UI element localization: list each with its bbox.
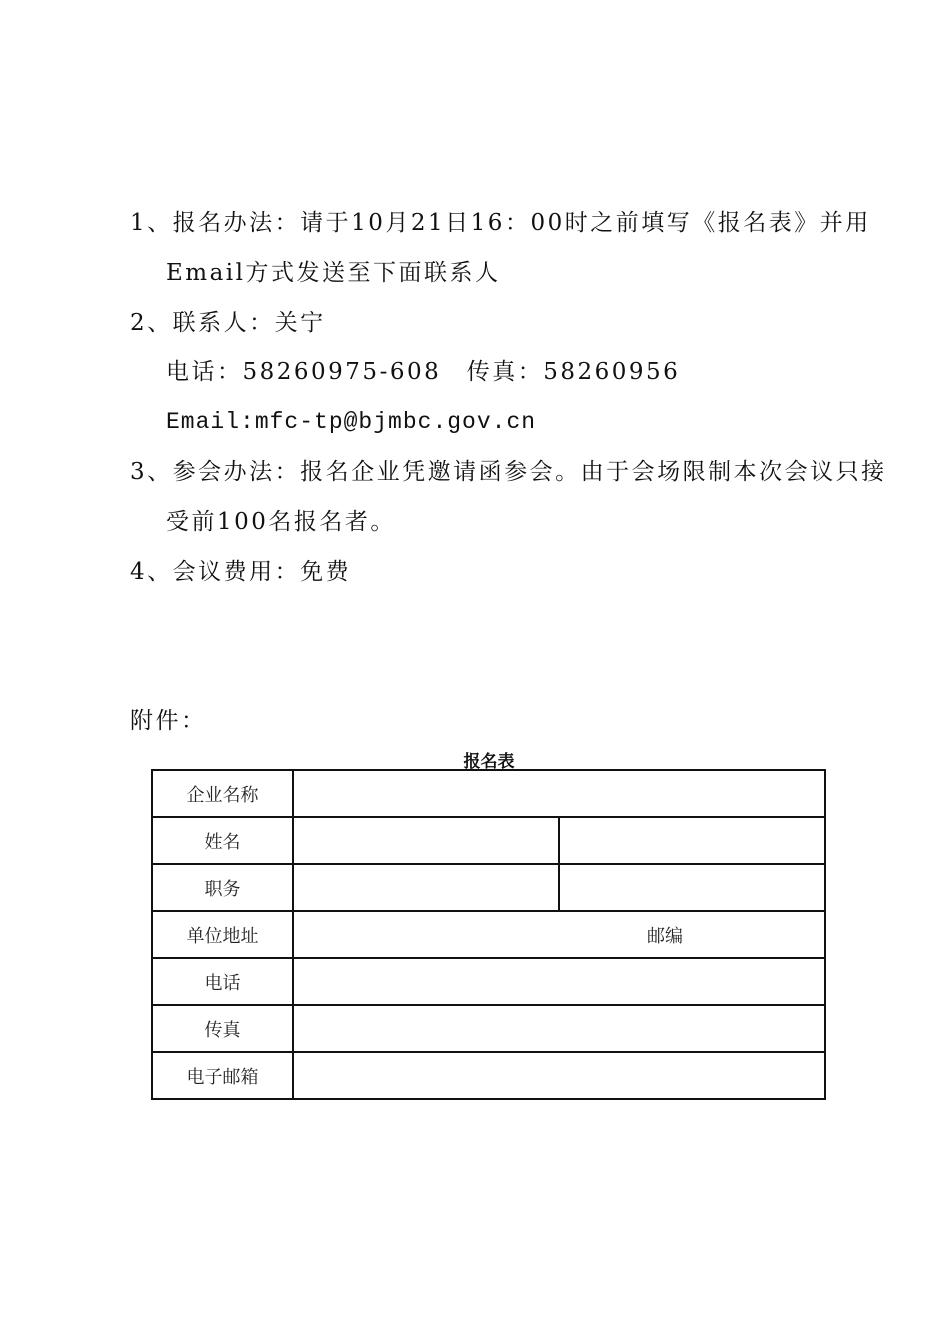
item-number: 1、: [130, 210, 173, 236]
table-row: [152, 1005, 825, 1052]
company-name-label: 企业名称: [152, 770, 293, 817]
item-text: 报名办法：请于10月21日16：00时之前填写《报名表》并用: [172, 210, 871, 236]
contact-email: Email:mfc-tp@bjmbc.gov.cn: [166, 409, 537, 435]
table-row: [152, 958, 825, 1005]
table-row: [152, 817, 825, 864]
table-row: [152, 911, 825, 958]
form-title: 报名表: [463, 752, 515, 771]
name-field-1[interactable]: [293, 817, 559, 864]
item-number: 2、: [130, 310, 173, 336]
item-text: 联系人：关宁: [172, 310, 326, 336]
phone-label: 电话: [152, 958, 293, 1005]
phone-field[interactable]: [293, 958, 825, 1005]
item-continuation: 受前100名报名者。: [166, 509, 396, 535]
address-label: 单位地址: [152, 911, 293, 958]
item-text: 参会办法：报名企业凭邀请函参会。由于会场限制本次会议只接: [172, 459, 887, 485]
company-name-field[interactable]: [293, 770, 825, 817]
attachment-label: 附件：: [130, 708, 207, 734]
name-field-2[interactable]: [559, 817, 825, 864]
item-number: 3、: [130, 459, 173, 485]
address-field[interactable]: [293, 911, 825, 958]
postcode-label: 邮编: [647, 925, 683, 946]
position-field-1[interactable]: [293, 864, 559, 911]
contact-phone-fax: 电话：58260975-608 传真：58260956: [166, 359, 681, 385]
table-row: [152, 770, 825, 817]
registration-form-table: [151, 769, 826, 1100]
fax-field[interactable]: [293, 1005, 825, 1052]
position-field-2[interactable]: [559, 864, 825, 911]
table-row: [152, 864, 825, 911]
email-field[interactable]: [293, 1052, 825, 1099]
item-text: 会议费用：免费: [172, 559, 352, 585]
fax-label: 传真: [152, 1005, 293, 1052]
table-row: [152, 1052, 825, 1099]
email-label: 电子邮箱: [152, 1052, 293, 1099]
name-label: 姓名: [152, 817, 293, 864]
position-label: 职务: [152, 864, 293, 911]
item-number: 4、: [130, 559, 173, 585]
item-continuation: Email方式发送至下面联系人: [166, 260, 501, 286]
